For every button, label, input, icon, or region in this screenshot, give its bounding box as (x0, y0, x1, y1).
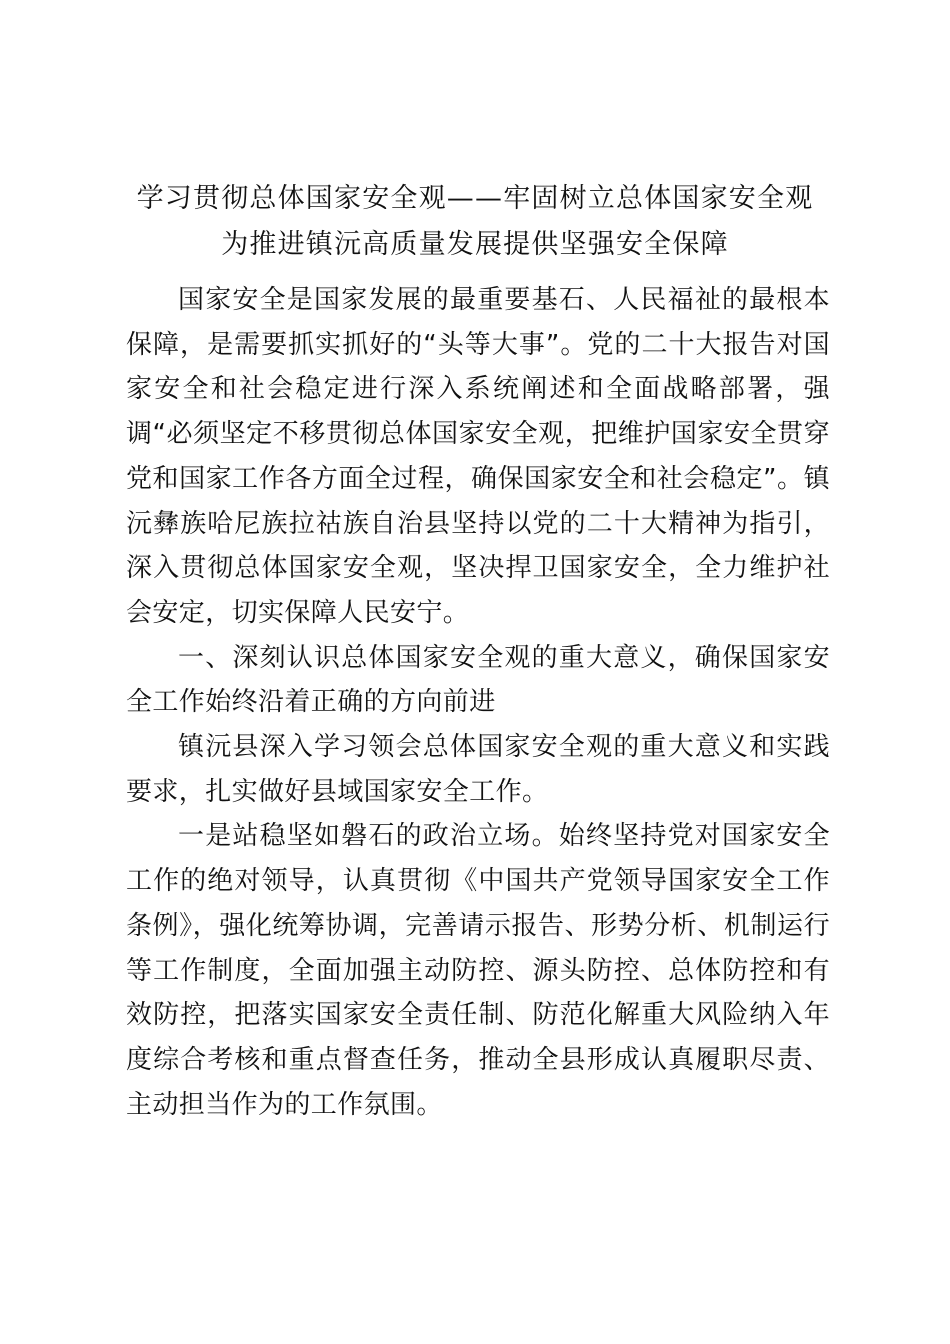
title-line-2: 为推进镇沅高质量发展提供坚强安全保障 (221, 229, 729, 260)
section-heading-1: 一、深刻认识总体国家安全观的重大意义，确保国家安全工作始终沿着正确的方向前进 (126, 642, 830, 718)
title-line-1: 学习贯彻总体国家安全观——牢固树立总体国家安全观 (136, 183, 814, 214)
paragraph-section-1-intro: 镇沅县深入学习领会总体国家安全观的重大意义和实践要求，扎实做好县域国家安全工作。 (126, 732, 830, 807)
document-body (126, 278, 830, 1127)
document-title (110, 176, 840, 268)
paragraph-intro: 国家安全是国家发展的最重要基石、人民福祉的最根本保障，是需要抓实抓好的“头等大事”。党的二十大报告对国家安全和社会稳定进行深入系统阐述和全面战略部署，强调“必须坚定不移贯彻总体国家安全观，把维护国家安全贯穿党和国家工作各方面全过程，确保国家安全和社会稳定”。镇沅彝族哈尼族拉祜族自治县坚持以党的二十大精神为指引，深入贯彻总体国家安全观，坚决捍卫国家安全，全力维护社会安定，切实保障人民安宁。 (126, 285, 830, 628)
paragraph-point-1: 一是站稳坚如磐石的政治立场。始终坚持党对国家安全工作的绝对领导，认真贯彻《中国共产党领导国家安全工作条例》，强化统筹协调，完善请示报告、形势分析、机制运行等工作制度，全面加强主动防控、源头防控、总体防控和有效防控，把落实国家安全责任制、防范化解重大风险纳入年度综合考核和重点督查任务，推动全县形成认真履职尽责、主动担当作为的工作氛围。 (126, 821, 830, 1120)
